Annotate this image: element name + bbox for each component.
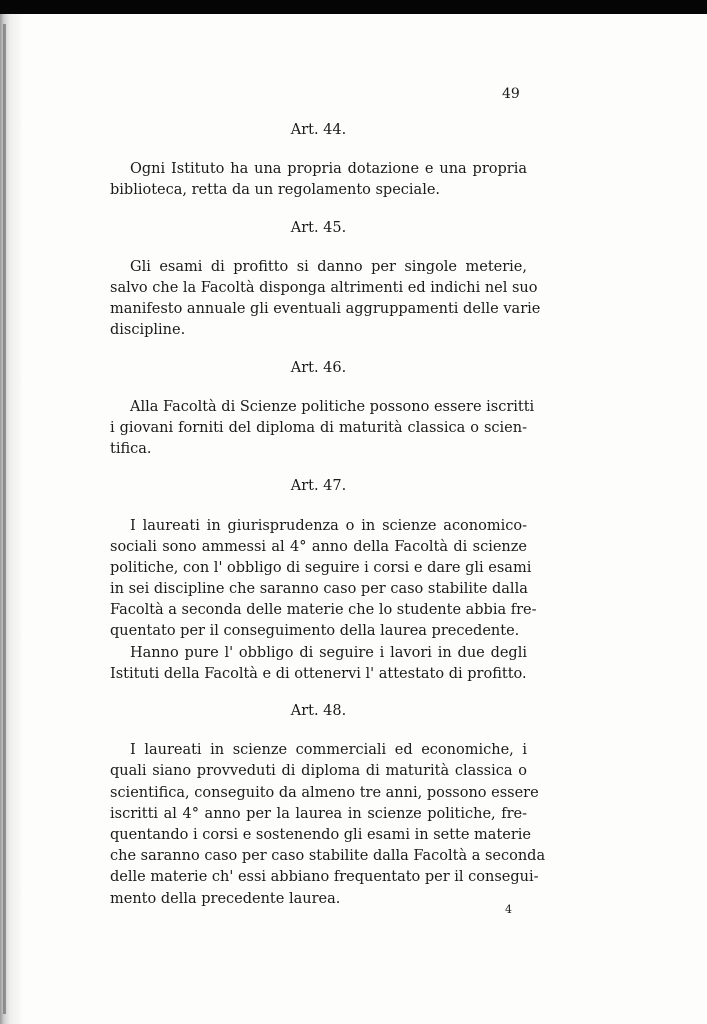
article <box>110 701 546 910</box>
text-line: salvo che la Facoltà disponga altrimenti ed indichi nel suo <box>110 279 538 296</box>
text-line: che saranno caso per caso stabilite dalla Facoltà a seconda <box>110 848 546 865</box>
text-line: I laureati in scienze commerciali ed economiche, i <box>130 742 527 759</box>
article <box>110 476 537 685</box>
text-line: politiche, con l' obbligo di seguire i corsi e dare gli esami <box>110 559 532 576</box>
scan-left-edge <box>0 14 22 1024</box>
text-line: Hanno pure l' obbligo di seguire i lavori in due degli <box>130 644 527 661</box>
text-line: in sei discipline che saranno caso per caso stabilite dalla <box>110 581 528 598</box>
article <box>110 218 541 342</box>
paragraph <box>110 643 527 685</box>
text-line: I laureati in giurisprudenza o in scienze aconomico- <box>130 517 527 534</box>
paragraph <box>110 257 541 342</box>
text-line: manifesto annuale gli eventuali aggruppamenti delle varie <box>110 301 541 318</box>
scan-top-border <box>0 0 707 14</box>
text-line: i giovani forniti del diploma di maturità classica o scien- <box>110 419 527 436</box>
signature-mark: 4 <box>505 903 512 916</box>
article-heading: Art. 44. <box>290 122 347 138</box>
paragraph <box>110 740 546 910</box>
text-line: Ogni Istituto ha una propria dotazione e una propria <box>130 161 527 178</box>
article <box>110 120 527 202</box>
text-line: iscritti al 4° anno per la laurea in scienze politiche, fre- <box>110 805 527 822</box>
paragraph <box>110 516 537 643</box>
text-line: biblioteca, retta da un regolamento speciale. <box>110 182 441 199</box>
paragraph <box>110 159 527 201</box>
text-line: quentato per il conseguimento della laurea precedente. <box>110 623 520 640</box>
article <box>110 358 535 461</box>
text-line: delle materie ch' essi abbiano frequentato per il consegui- <box>110 869 539 886</box>
text-line: Alla Facoltà di Scienze politiche possono essere iscritti <box>130 398 535 415</box>
article-heading: Art. 45. <box>290 219 347 236</box>
page-number: 49 <box>502 86 520 102</box>
text-line: scientifica, conseguito da almeno tre anni, possono essere <box>110 784 539 801</box>
article-heading: Art. 47. <box>290 478 347 495</box>
text-line: quali siano provveduti di diploma di maturità classica o <box>110 763 527 780</box>
paragraph <box>110 397 535 461</box>
text-line: discipline. <box>110 322 186 339</box>
text-line: tifica. <box>110 441 152 458</box>
text-line: Istituti della Facoltà e di ottenervi l' attestato di profitto. <box>110 665 527 682</box>
text-line: Gli esami di profitto si danno per singole meterie, <box>130 258 527 275</box>
document-body <box>110 120 546 926</box>
text-line: Facoltà a seconda delle materie che lo studente abbia fre- <box>110 602 537 619</box>
text-line: quentando i corsi e sostenendo gli esami in sette materie <box>110 826 532 843</box>
text-line: mento della precedente laurea. <box>110 890 341 907</box>
article-heading: Art. 48. <box>290 703 347 719</box>
article-heading: Art. 46. <box>290 359 347 376</box>
text-line: sociali sono ammessi al 4° anno della Facoltà di scienze <box>110 538 527 555</box>
